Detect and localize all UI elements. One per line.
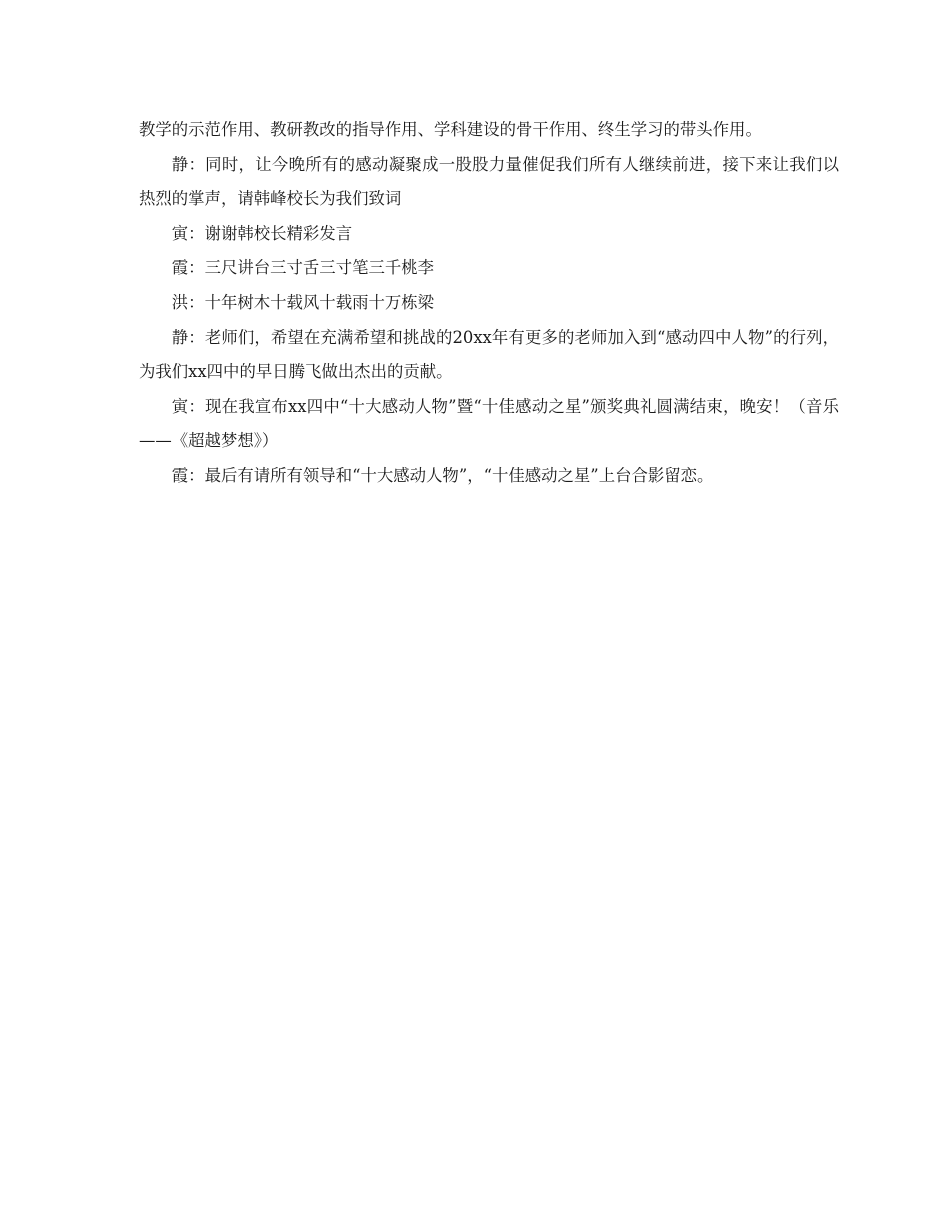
paragraph-hong-verse: 洪：十年树木十载风十载雨十万栋梁 xyxy=(171,292,435,312)
paragraph-jing-hope: 静：老师们，希望在充满希望和挑战的20xx年有更多的老师加入到“感动四中人物”的行列，为我们xx四中的早日腾飞做出杰出的贡献。 xyxy=(139,327,839,382)
paragraph-jing-speech: 静：同时，让今晚所有的感动凝聚成一股股力量催促我们所有人继续前进，接下来让我们以热烈的掌声，请韩峰校长为我们致词 xyxy=(139,154,839,209)
paragraph-xia-verse: 霞：三尺讲台三寸舌三寸笔三千桃李 xyxy=(171,258,435,278)
document-body xyxy=(139,113,839,494)
paragraph-yin-thanks: 寅：谢谢韩校长精彩发言 xyxy=(171,223,353,243)
paragraph-continuation: 教学的示范作用、教研教改的指导作用、学科建设的骨干作用、终生学习的带头作用。 xyxy=(139,120,762,139)
paragraph-yin-closing: 寅：现在我宣布xx四中“十大感动人物”暨“十佳感动之星”颁奖典礼圆满结束，晚安！（音乐——《超越梦想》） xyxy=(139,396,839,451)
paragraph-xia-photo: 霞：最后有请所有领导和“十大感动人物”，“十佳感动之星”上台合影留恋。 xyxy=(171,465,714,485)
